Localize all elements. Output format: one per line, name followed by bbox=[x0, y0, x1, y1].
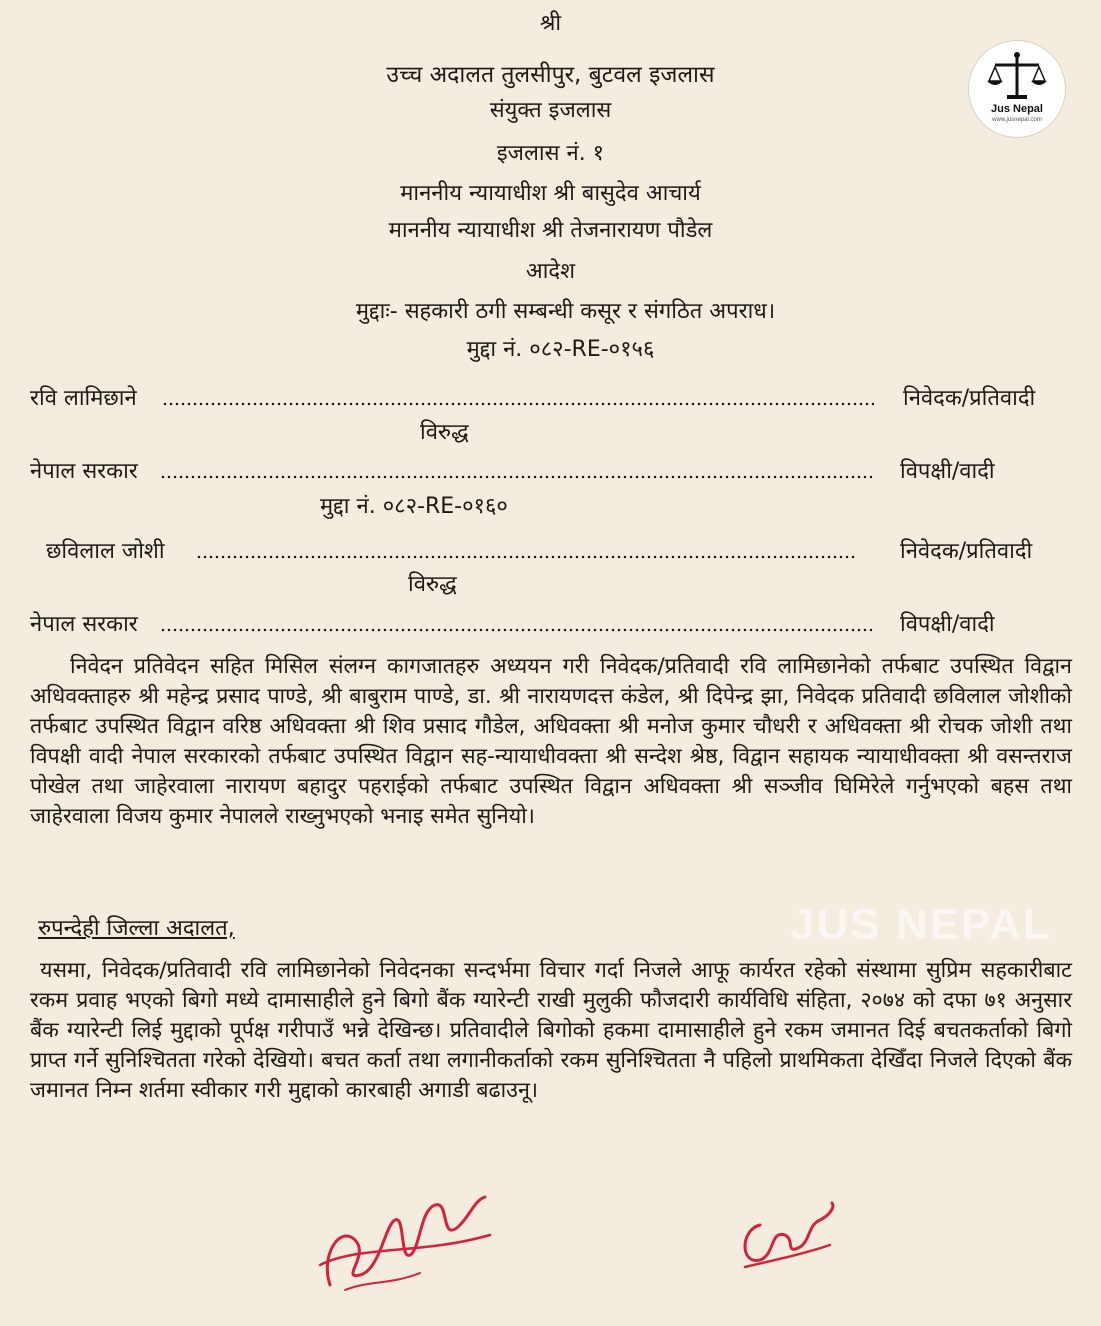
case1-respondent-role: विपक्षी/वादी bbox=[900, 459, 995, 484]
watermark: JUS NEPAL bbox=[790, 900, 1052, 949]
body-paragraph-2: यसमा, निवेदक/प्रतिवादी रवि लामिछानेको निवेदनका सन्दर्भमा विचार गर्दा निजले आफू कार्यरत रहेको संस्थामा सुप्रिम सहकारीबाट रकम प्रवाह भएको बिगो मध्ये दामासाहीले हुने बिगो बैंक ग्यारेन्टी राखी मुलुकी फौजदारी कार्यविधि संहिता, २०७४ को दफा ७१ अनुसार बैंक ग्यारेन्टी लिई मुद्दाको पूर्पक्ष गरीपाउँ भन्ने देखिन्छ। प्रतिवादीले बिगोको हकमा दामासाहीले हुने रकम जमानत दिई बचतकर्ताको बिगो प्राप्त गर्ने सुनिश्चितता गरेको देखियो। बचत कर्ता तथा लगानीकर्ताको रकम सुनिश्चितता नै पहिलो प्राथमिकता देखिँदा निजले दिएको बैंक जमानत निम्न शर्तमा स्वीकार गरी मुद्दाको कारबाही अगाडी बढाउनू। bbox=[30, 958, 1072, 1103]
case1-respondent-row bbox=[0, 455, 1101, 489]
dotted-leader bbox=[196, 555, 856, 559]
case1-petitioner-role: निवेदक/प्रतिवादी bbox=[903, 386, 1036, 411]
case-number-1: मुद्दा नं. ०८२-RE-०१५६ bbox=[466, 337, 655, 362]
bench-number: इजलास नं. १ bbox=[496, 141, 605, 166]
header-shree: श्री bbox=[539, 11, 562, 36]
case1-versus: विरुद्ध bbox=[420, 420, 469, 445]
judge-name-1: माननीय न्यायाधीश श्री बासुदेव आचार्य bbox=[400, 181, 701, 206]
case2-respondent-row bbox=[0, 608, 1101, 642]
case2-respondent-name: नेपाल सरकार bbox=[30, 612, 138, 637]
dotted-leader bbox=[160, 475, 872, 479]
logo-name: Jus Nepal bbox=[991, 103, 1043, 115]
dotted-leader bbox=[160, 628, 872, 632]
order-label: आदेश bbox=[525, 259, 576, 284]
court-name: उच्च अदालत तुलसीपुर, बुटवल इजलास bbox=[386, 62, 715, 88]
logo-site: www.jusnepal.com bbox=[992, 117, 1042, 123]
case1-respondent-name: नेपाल सरकार bbox=[30, 459, 138, 484]
case-number-2: मुद्दा नं. ०८२-RE-०१६० bbox=[320, 494, 508, 519]
case2-versus: विरुद्ध bbox=[408, 572, 457, 597]
case1-petitioner-name: रवि लामिछाने bbox=[30, 386, 137, 411]
bench-type: संयुक्त इजलास bbox=[489, 98, 612, 123]
case2-petitioner-row bbox=[0, 535, 1101, 569]
district-court-heading: रुपन्देही जिल्ला अदालत, bbox=[38, 916, 235, 941]
case2-petitioner-name: छविलाल जोशी bbox=[46, 539, 165, 564]
case1-petitioner-row bbox=[0, 382, 1101, 416]
body-paragraph-1: निवेदन प्रतिवेदन सहित मिसिल संलग्न कागजातहरु अध्ययन गरी निवेदक/प्रतिवादी रवि लामिछानेको तर्फबाट उपस्थित विद्वान अधिवक्ताहरु श्री महेन्द्र प्रसाद पाण्डे, श्री बाबुराम पाण्डे, डा. श्री नारायणदत्त कंडेल, श्री दिपेन्द्र झा, निवेदक प्रतिवादी छविलाल जोशीको तर्फबाट उपस्थित विद्वान वरिष्ठ अधिवक्ता श्री शिव प्रसाद गौडेल, अधिवक्ता श्री मनोज कुमार चौधरी र अधिवक्ता श्री रोचक जोशी तथा विपक्षी वादी नेपाल सरकारको तर्फबाट उपस्थित विद्वान सह-न्यायाधीवक्ता श्री सन्देश श्रेष्ठ, विद्वान सहायक न्यायाधीवक्ता श्री वसन्तराज पोखेल तथा जाहेरवाला नारायण बहादुर पहराईको तर्फबाट उपस्थित विद्वान अधिवक्ता श्री सञ्जीव घिमिरेले गर्नुभएको बहस तथा जाहेरवाला विजय कुमार नेपालले राख्नुभएको भनाइ समेत सुनियो। bbox=[30, 654, 1072, 829]
case-subject: मुद्दाः- सहकारी ठगी सम्बन्धी कसूर र संगठित अपराध। bbox=[355, 299, 776, 324]
jus-nepal-logo bbox=[968, 40, 1066, 138]
case2-respondent-role: विपक्षी/वादी bbox=[900, 612, 995, 637]
judge-signature-right bbox=[730, 1195, 840, 1275]
dotted-leader bbox=[162, 402, 874, 406]
judge-name-2: माननीय न्यायाधीश श्री तेजनारायण पौडेल bbox=[388, 218, 713, 243]
judge-signature-left bbox=[300, 1185, 500, 1305]
case2-petitioner-role: निवेदक/प्रतिवादी bbox=[900, 539, 1033, 564]
